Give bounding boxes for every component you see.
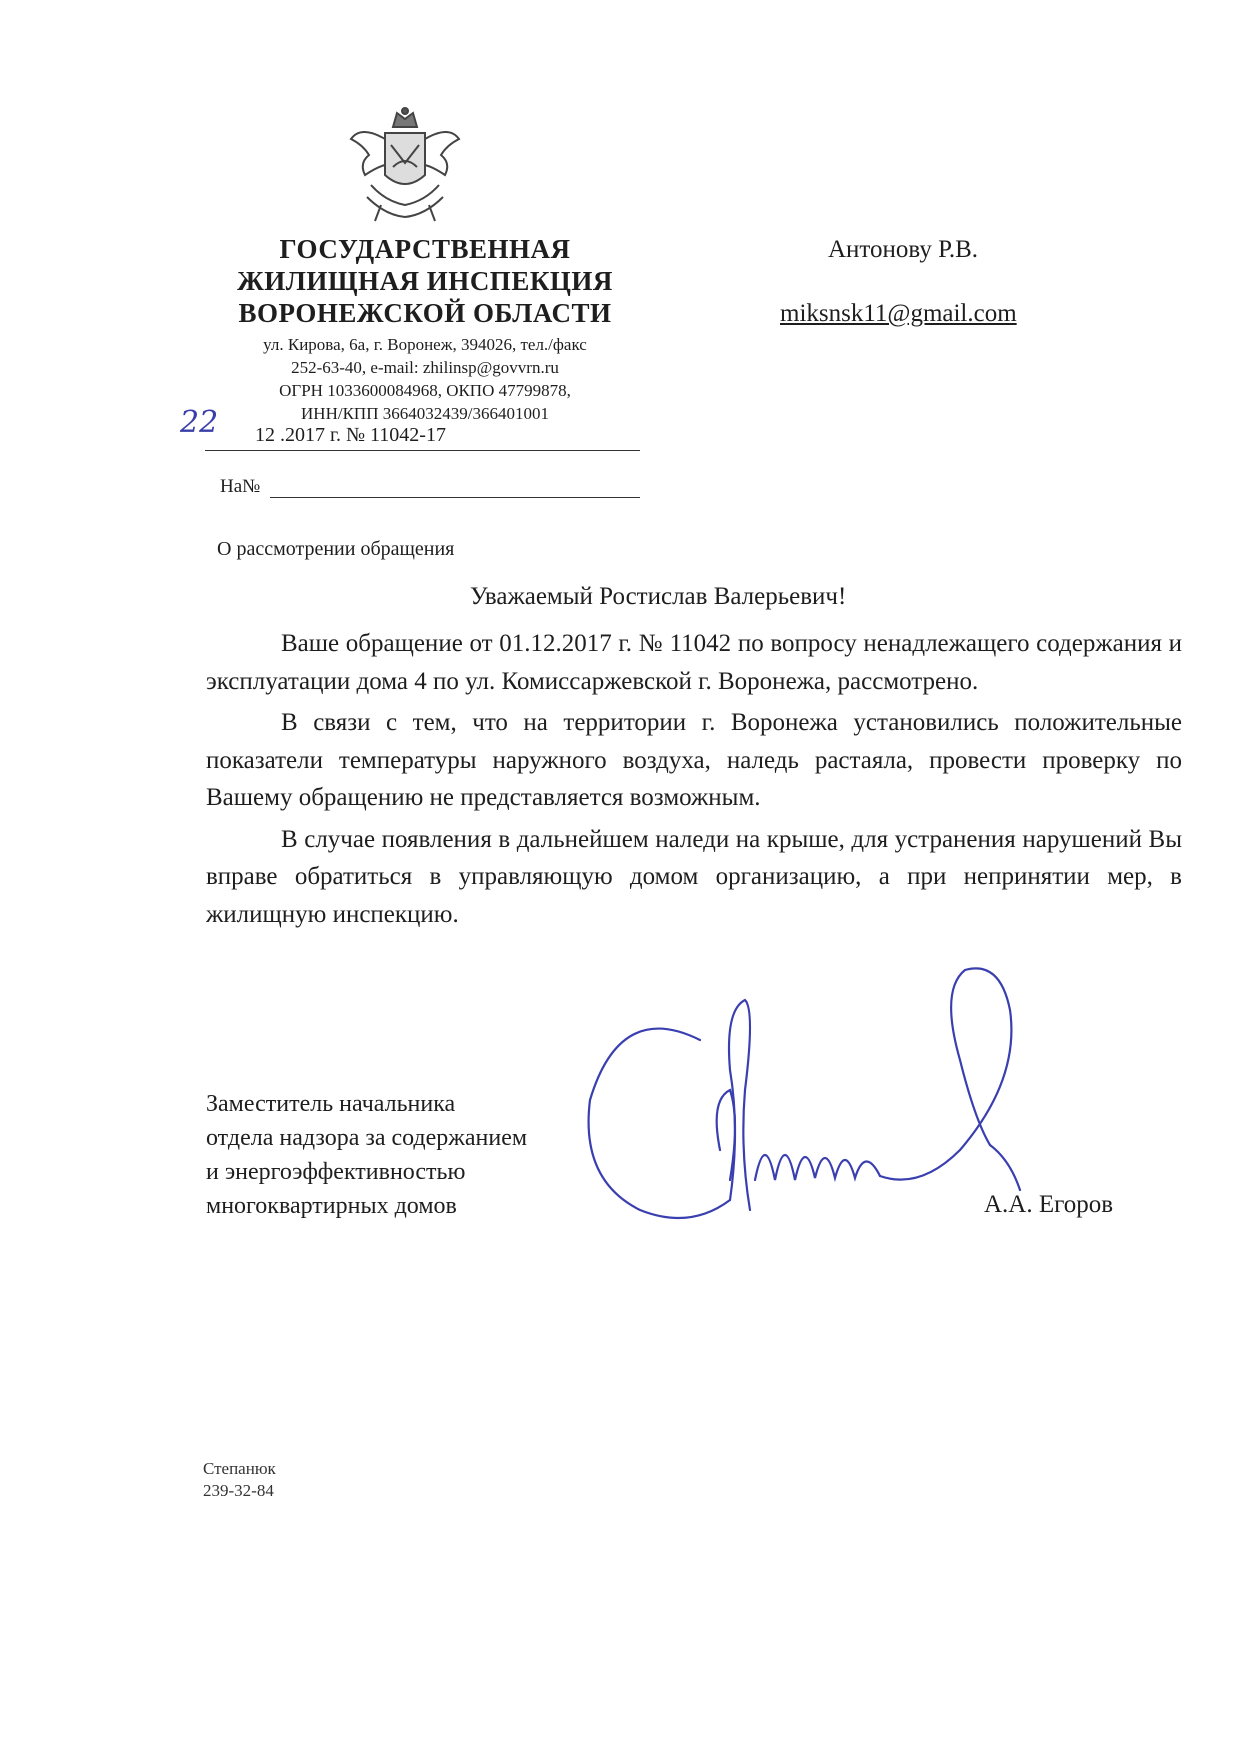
body-paragraph: Ваше обращение от 01.12.2017 г. № 11042 по вопросу ненадлежащего содержания и эксплуатации дома 4 по ул. Комиссаржевской г. Воронежа, рассмотрено.: [206, 630, 1182, 695]
org-name-line-1: ГОСУДАРСТВЕННАЯ: [279, 234, 571, 264]
address-line: 252-63-40, e-mail: zhilinsp@govvrn.ru: [291, 358, 559, 377]
position-line: Заместитель начальника: [206, 1091, 456, 1117]
org-address: [205, 333, 645, 425]
letter-body: [206, 625, 1182, 937]
recipient-email: miksnsk11@gmail.com: [780, 300, 1017, 327]
executor-info: [203, 1458, 276, 1502]
organization-block: [205, 233, 645, 425]
handwritten-signature: [580, 950, 1050, 1250]
coat-of-arms-icon: [345, 105, 465, 223]
org-name-line-2: ЖИЛИЩНАЯ ИНСПЕКЦИЯ: [237, 266, 613, 296]
address-line: ИНН/КПП 3664032439/366401001: [301, 404, 549, 423]
letter-subject: О рассмотрении обращения: [217, 538, 455, 560]
salutation: Уважаемый Ростислав Валерьевич!: [470, 583, 847, 610]
executor-phone: 239-32-84: [203, 1481, 274, 1500]
body-paragraph: В случае появления в дальнейшем наледи на крыше, для устранения нарушений Вы вправе обратиться в управляющую домом организацию, а при непринятии мер, в жилищную инспекцию.: [206, 825, 1182, 928]
signer-name: А.А. Егоров: [984, 1191, 1114, 1218]
org-name-line-3: ВОРОНЕЖСКОЙ ОБЛАСТИ: [238, 298, 612, 328]
position-line: и энергоэффективностью: [206, 1159, 466, 1185]
body-paragraph: В связи с тем, что на территории г. Воронежа установились положительные показатели температуры наружного воздуха, наледь растаяла, провести проверку по Вашему обращению не представляется возможным.: [206, 709, 1182, 811]
position-line: отдела надзора за содержанием: [206, 1125, 528, 1151]
signer-position: [206, 1087, 527, 1223]
address-line: ул. Кирова, 6а, г. Воронеж, 394026, тел./факс: [263, 335, 587, 354]
reference-underline: [270, 497, 640, 498]
position-line: многоквартирных домов: [206, 1193, 457, 1219]
executor-name: Степанюк: [203, 1459, 276, 1478]
outgoing-number: 12 .2017 г. № 11042-17: [255, 424, 446, 446]
handwritten-day: 22: [180, 405, 219, 440]
reference-label: На№: [220, 476, 261, 497]
recipient-name: Антонову Р.В.: [828, 236, 979, 263]
outgoing-number-underline: [205, 450, 640, 451]
address-line: ОГРН 1033600084968, ОКПО 47799878,: [279, 381, 571, 400]
